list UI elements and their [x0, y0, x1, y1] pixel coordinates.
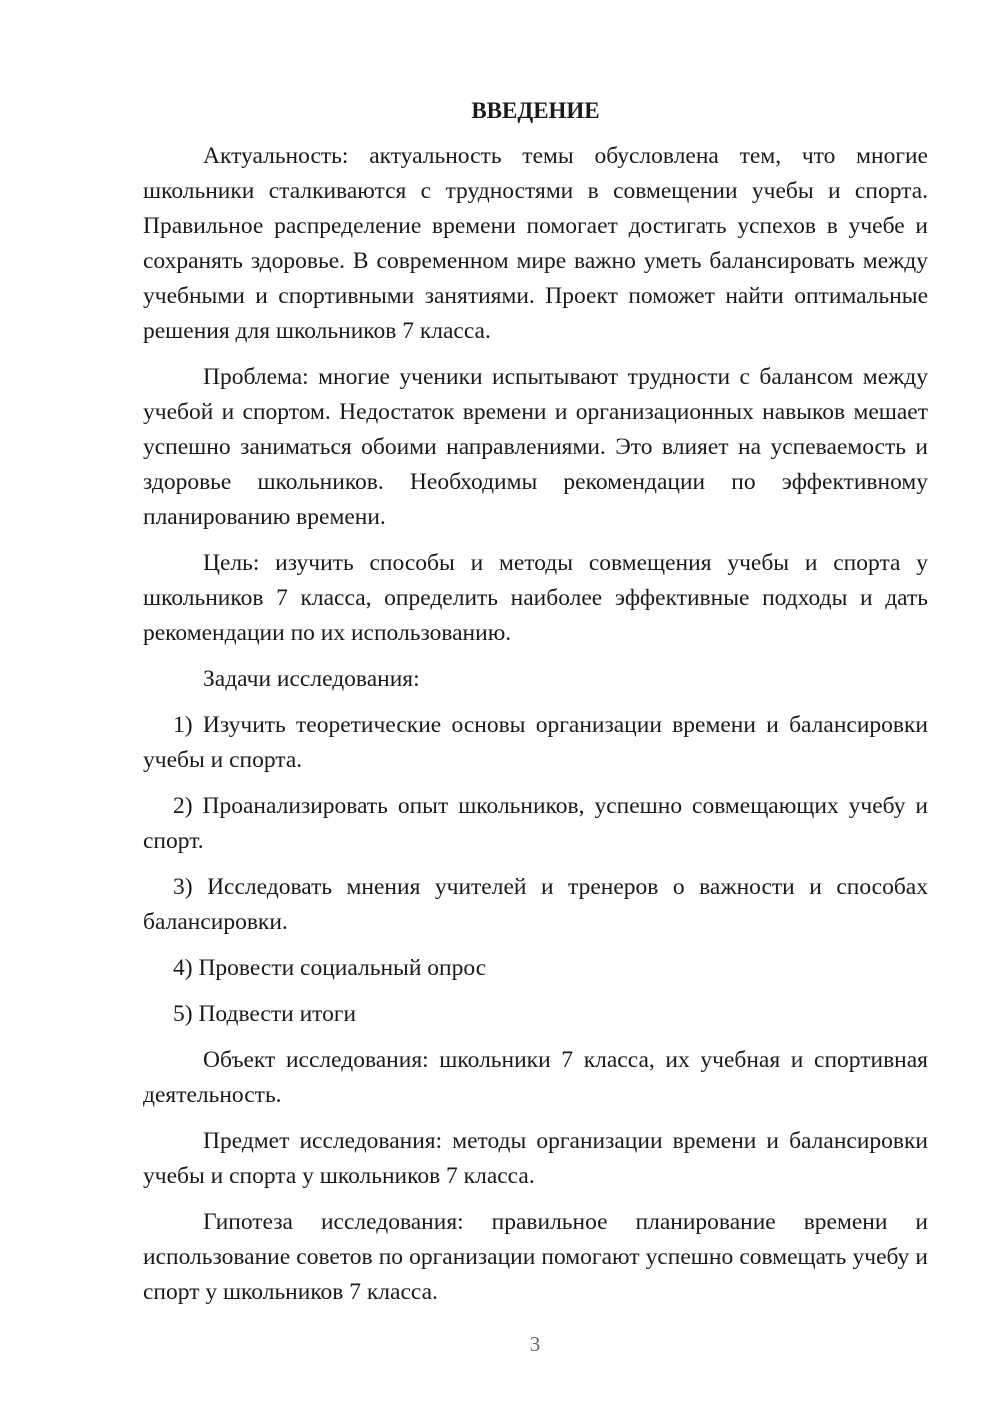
problem-paragraph: Проблема: многие ученики испытывают трудности с балансом между учебой и спортом. Недостаток времени и организационных навыков мешает успешно заниматься обоими направлениями. Это влияет на успеваемость и здоровье школьников. Необходимы рекомендации по эффективному планированию времени.: [143, 364, 928, 530]
page-title: ВВЕДЕНИЕ: [471, 98, 600, 123]
task-item-3: 3) Исследовать мнения учителей и тренеров о важности и способах балансировки.: [143, 874, 928, 935]
task-item-5: 5) Подвести итоги: [173, 1001, 357, 1027]
page-content: [143, 93, 928, 1321]
tasks-heading: Задачи исследования:: [203, 666, 420, 692]
relevance-paragraph: Актуальность: актуальность темы обусловлена тем, что многие школьники сталкиваются с трудностями в совмещении учебы и спорта. Правильное распределение времени помогает достигать успехов в учебе и сохранять здоровье. В современном мире важно уметь балансировать между учебными и спортивными занятиями. Проект поможет найти оптимальные решения для школьников 7 класса.: [143, 143, 928, 344]
task-item-1: 1) Изучить теоретические основы организации времени и балансировки учебы и спорта.: [143, 712, 928, 773]
goal-paragraph: Цель: изучить способы и методы совмещения учебы и спорта у школьников 7 класса, определить наиболее эффективные подходы и дать рекомендации по их использованию.: [143, 550, 928, 646]
task-item-2: 2) Проанализировать опыт школьников, успешно совмещающих учебу и спорт.: [143, 793, 928, 854]
object-paragraph: Объект исследования: школьники 7 класса, их учебная и спортивная деятельность.: [143, 1047, 928, 1108]
hypothesis-paragraph: Гипотеза исследования: правильное планирование времени и использование советов по организации помогают успешно совмещать учебу и спорт у школьников 7 класса.: [143, 1209, 928, 1305]
task-item-4: 4) Провести социальный опрос: [173, 955, 487, 981]
subject-paragraph: Предмет исследования: методы организации времени и балансировки учебы и спорта у школьников 7 класса.: [143, 1128, 928, 1189]
page-number: 3: [529, 1332, 541, 1356]
